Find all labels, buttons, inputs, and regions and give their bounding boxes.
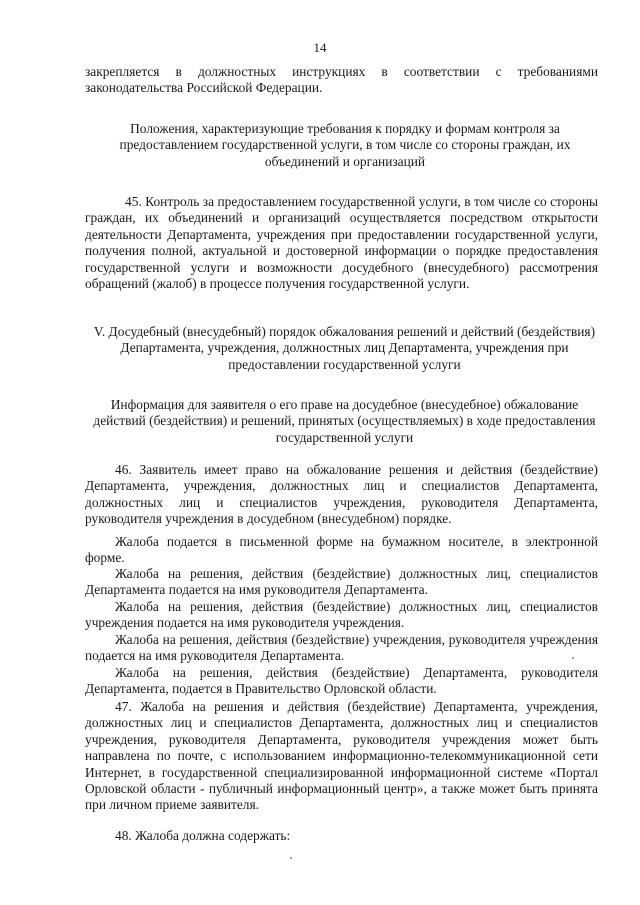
section-v-heading: V. Досудебный (внесудебный) порядок обжалования решений и действий (бездействия) Департамента, учреждения, должностных лиц Департамента, учреждения при предоставлении государственной услуги [93,324,596,372]
scan-speck [572,657,574,659]
scan-speck [290,857,292,859]
paragraph-form: Жалоба подается в письменной форме на бумажном носителе, в электронной форме. [85,534,598,566]
info-heading: Информация для заявителя о его праве на досудебное (внесудебное) обжалование действий (бездействия) и решений, принятых (осуществляемых) в ходе предоставления государственной услуги [93,397,596,445]
paragraph-48: 48. Жалоба должна содержать: [115,828,291,843]
paragraph-47: 47. Жалоба на решения и действия (бездействие) Департамента, учреждения, должностных лиц и специалистов Департамента, должностных лиц и специалистов учреждения, руководителя Департамента, руководителя учреждения может быть направлена по почте, с использованием информационно-телекоммуникационной сети Интернет, в государственной специализированной информационной системе «Портал Орловской области - публичный информационный центр», а также может быть принята при личном приеме заявителя. [85,699,598,813]
intro-tail-paragraph: закрепляется в должностных инструкциях в соответствии с требованиями законодательства Российской Федерации. [85,64,598,96]
control-heading: Положения, характеризующие требования к порядку и формам контроля за предоставлением государственной услуги, в том числе со стороны граждан, их объединений и организаций [119,121,571,169]
paragraph-inst-staff: Жалоба на решения, действия (бездействие) должностных лиц, специалистов учреждения подается на имя руководителя учреждения. [85,599,598,631]
paragraph-45: 45. Контроль за предоставлением государственной услуги, в том числе со стороны граждан, их объединений и организаций осуществляется посредством открытости деятельности Департамента, учреждения при предоставлении государственной услуги, получения полной, актуальной и достоверной информации о порядке предоставления государственной услуги и возможности досудебного (внесудебного) рассмотрения обращений (жалоб) в процессе получения государственной услуги. [85,194,598,292]
paragraph-46: 46. Заявитель имеет право на обжалование решения и действия (бездействие) Департамента, учреждения, должностных лиц и специалистов Департамента, должностных лиц и специалистов учреждения, руководителя Департамента, руководителя учреждения в досудебном (внесудебном) порядке. [85,462,598,527]
paragraph-dept-staff: Жалоба на решения, действия (бездействие) должностных лиц, специалистов Департамента подается на имя руководителя Департамента. [85,566,598,598]
page-number: 14 [313,40,327,55]
paragraph-dept-head: Жалоба на решения, действия (бездействие) Департамента, руководителя Департамента, подается в Правительство Орловской области. [85,665,598,697]
paragraph-inst-head: Жалоба на решения, действия (бездействие) учреждения, руководителя учреждения подается на имя руководителя Департамента. [85,632,598,664]
